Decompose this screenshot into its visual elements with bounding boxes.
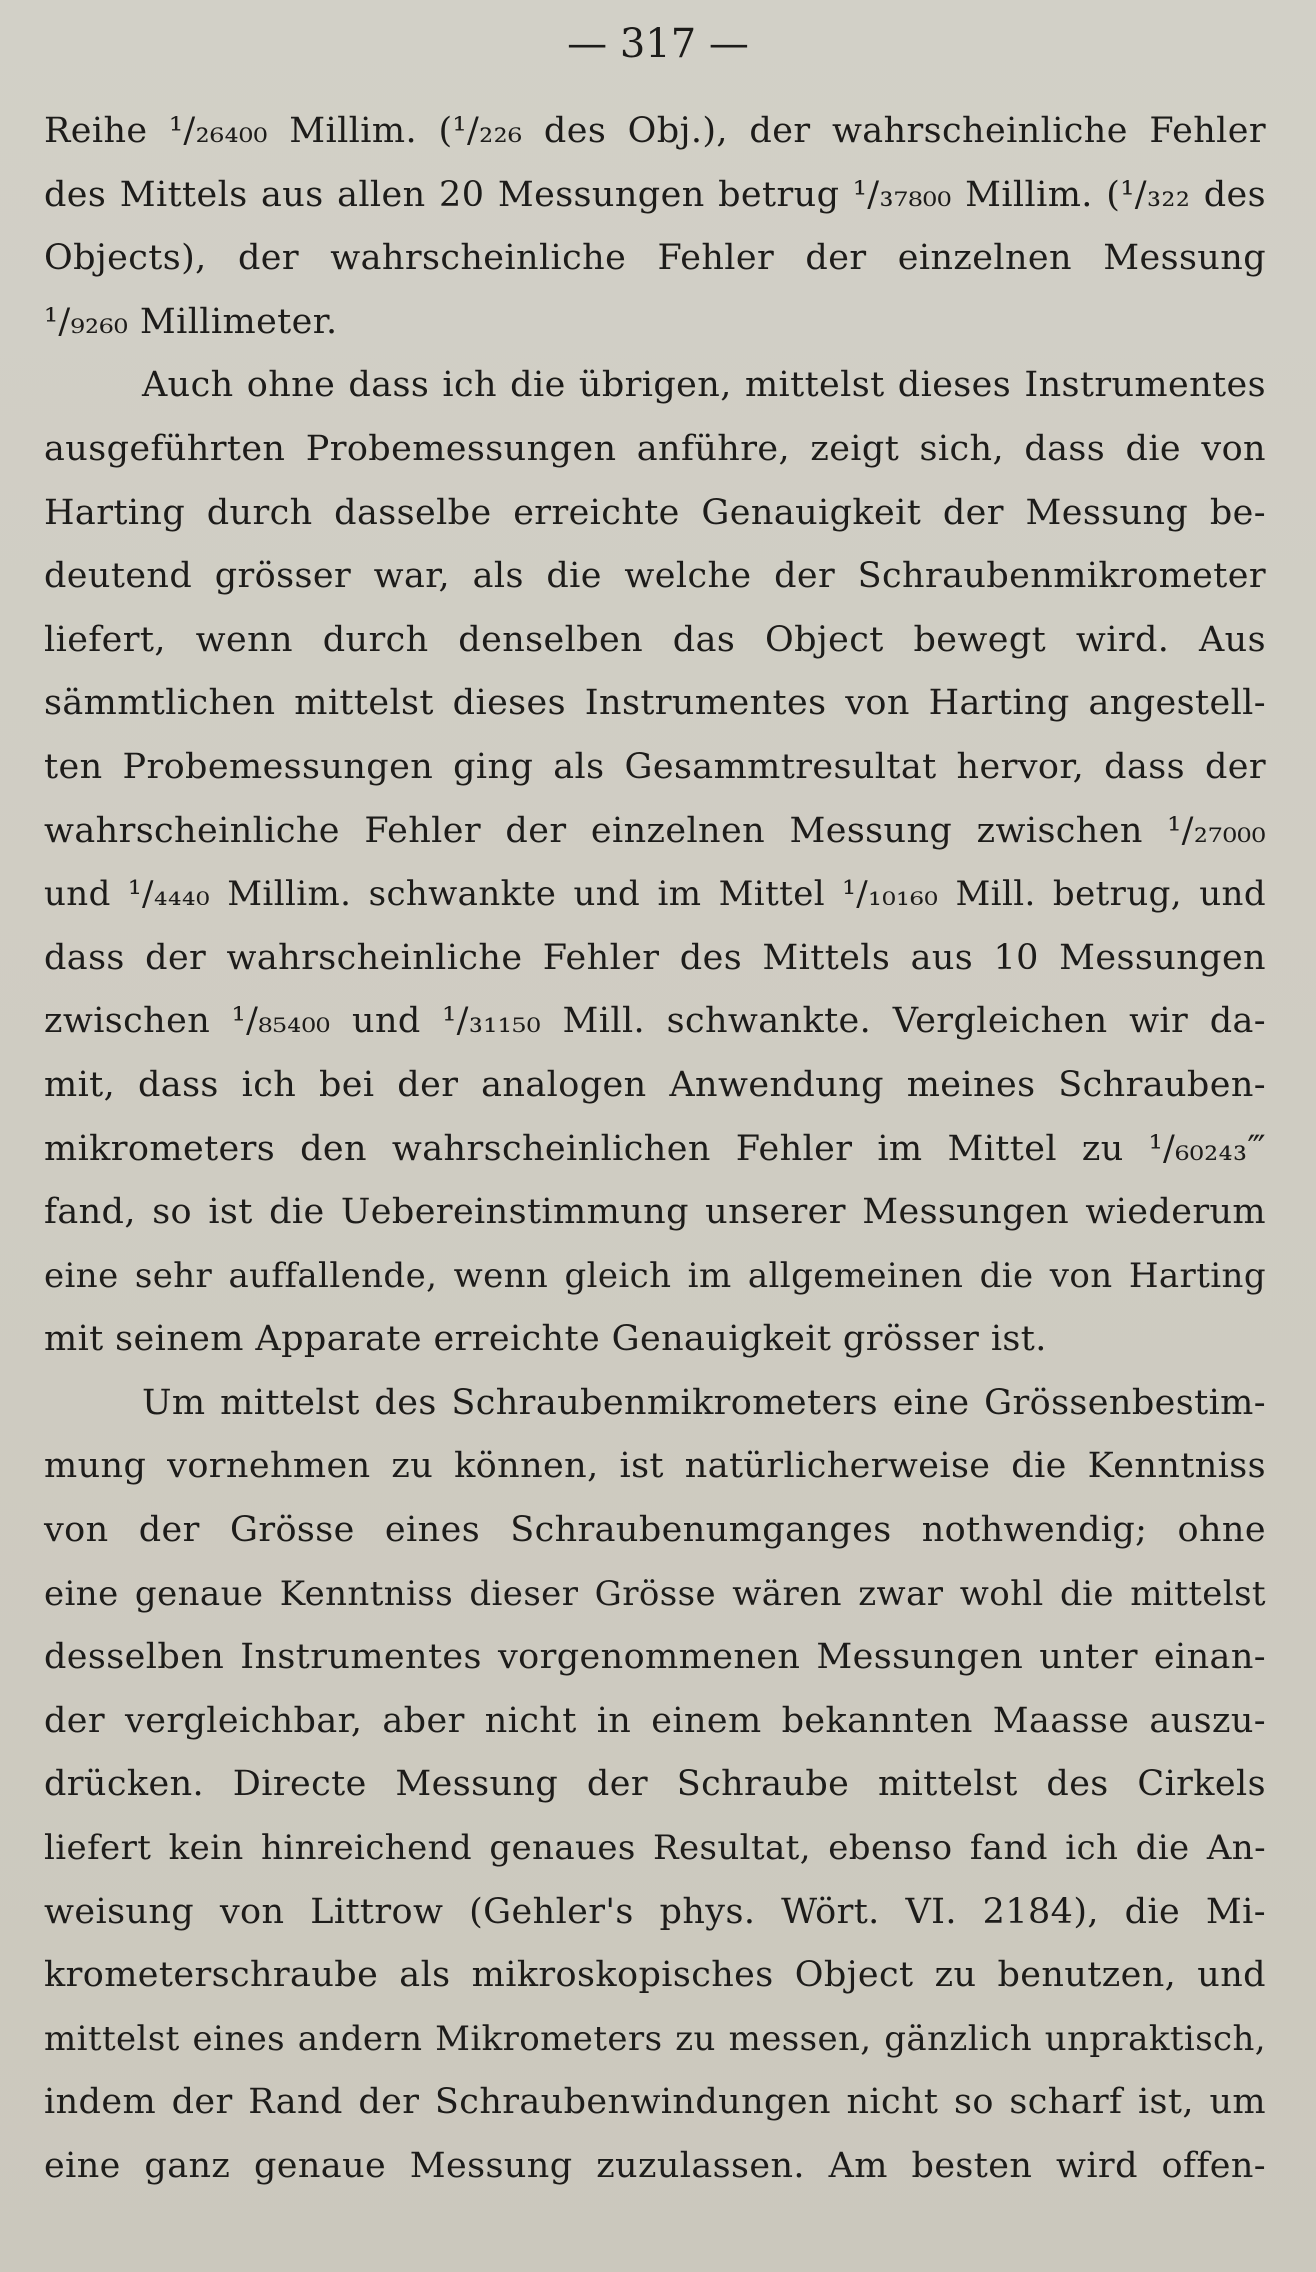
text-line: ¹/₉₂₆₀ Millimeter. [44, 301, 338, 342]
text-line: Objects), der wahrscheinliche Fehler der einzelnen Messung [44, 238, 1266, 279]
paragraph-2 [44, 354, 1266, 1372]
paragraph-1 [44, 100, 1266, 354]
text-line: indem der Rand der Schraubenwindungen nicht so scharf ist, um [44, 2082, 1266, 2123]
text-line: der vergleichbar, aber nicht in einem bekannten Maasse auszu- [44, 1700, 1266, 1741]
text-line: und ¹/₄₄₄₀ Millim. schwankte und im Mittel ¹/₁₀₁₆₀ Mill. betrug, und [44, 874, 1266, 915]
text-line: liefert kein hinreichend genaues Resultat, ebenso fand ich die An- [44, 1828, 1266, 1869]
text-line: mittelst eines andern Mikrometers zu messen, gänzlich unpraktisch, [44, 2018, 1266, 2059]
text-line: Auch ohne dass ich die übrigen, mittelst dieses Instrumentes [142, 365, 1266, 406]
text-line: eine ganz genaue Messung zuzulassen. Am besten wird offen- [44, 2146, 1266, 2186]
text-line: Um mittelst des Schraubenmikrometers eine Grössenbestim- [142, 1382, 1266, 1423]
text-line: mikrometers den wahrscheinlichen Fehler im Mittel zu ¹/₆₀₂₄₃‴ [44, 1128, 1266, 1169]
text-line: weisung von Littrow (Gehler's phys. Wört. VI. 2184), die Mi- [44, 1891, 1266, 1932]
text-line: mit, dass ich bei der analogen Anwendung meines Schrauben- [44, 1064, 1266, 1105]
text-line: dass der wahrscheinliche Fehler des Mittels aus 10 Messungen [44, 937, 1266, 978]
text-line: des Mittels aus allen 20 Messungen betrug ¹/₃₇₈₀₀ Millim. (¹/₃₂₂ des [44, 174, 1266, 215]
text-line: ten Probemessungen ging als Gesammtresultat hervor, dass der [44, 746, 1266, 787]
text-line: liefert, wenn durch denselben das Object bewegt wird. Aus [44, 619, 1266, 660]
text-line: krometerschraube als mikroskopisches Object zu benutzen, und [44, 1955, 1266, 1996]
page-number-header: — 317 — [567, 21, 749, 67]
text-line: zwischen ¹/₈₅₄₀₀ und ¹/₃₁₁₅₀ Mill. schwankte. Vergleichen wir da- [44, 1001, 1266, 1042]
text-line: mung vornehmen zu können, ist natürlicherweise die Kenntniss [44, 1446, 1266, 1487]
paragraph-3 [44, 1372, 1266, 2199]
text-line: desselben Instrumentes vorgenommenen Messungen unter einan- [44, 1637, 1266, 1678]
text-line: fand, so ist die Uebereinstimmung unserer Messungen wiederum [44, 1192, 1266, 1233]
text-line: wahrscheinliche Fehler der einzelnen Messung zwischen ¹/₂₇₀₀₀ [44, 810, 1266, 851]
text-line: mit seinem Apparate erreichte Genauigkeit grösser ist. [44, 1319, 1047, 1360]
text-line: drücken. Directe Messung der Schraube mittelst des Cirkels [44, 1764, 1266, 1805]
text-line: Reihe ¹/₂₆₄₀₀ Millim. (¹/₂₂₆ des Obj.), der wahrscheinliche Fehler [44, 111, 1266, 151]
text-line: eine sehr auffallende, wenn gleich im allgemeinen die von Harting [44, 1255, 1266, 1296]
text-line: Harting durch dasselbe erreichte Genauigkeit der Messung be- [44, 492, 1266, 533]
page-body [44, 100, 1266, 2199]
text-line: sämmtlichen mittelst dieses Instrumentes von Harting angestell- [44, 683, 1266, 724]
text-line: von der Grösse eines Schraubenumganges nothwendig; ohne [44, 1510, 1266, 1551]
text-line: eine genaue Kenntniss dieser Grösse wären zwar wohl die mittelst [44, 1573, 1266, 1614]
text-line: ausgeführten Probemessungen anführe, zeigt sich, dass die von [44, 428, 1266, 469]
text-line: deutend grösser war, als die welche der Schraubenmikrometer [44, 556, 1266, 597]
